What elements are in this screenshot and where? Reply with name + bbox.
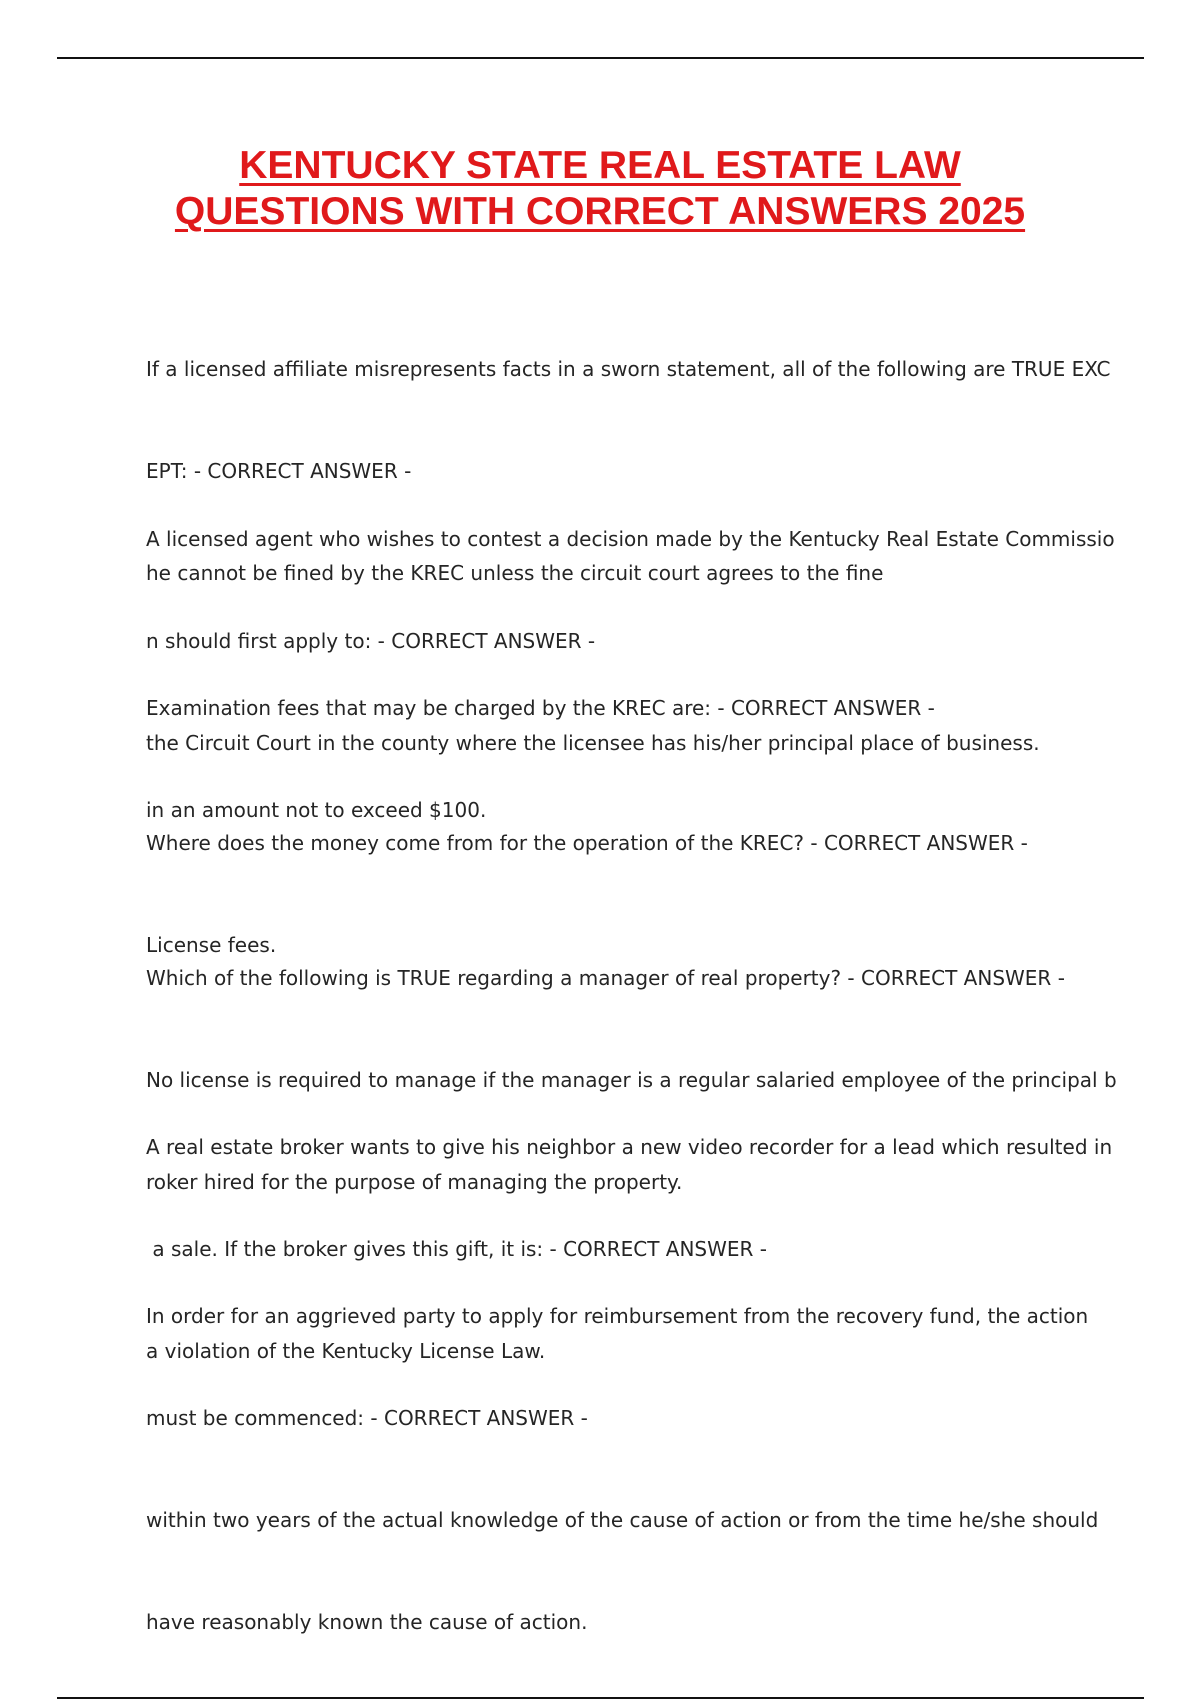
bottom-rule xyxy=(57,1697,1144,1699)
qa-line: Which of the following is TRUE regarding a manager of real property? - CORRECT ANSWER - xyxy=(146,966,1065,990)
qa-line: a sale. If the broker gives this gift, it is: - CORRECT ANSWER - xyxy=(146,1237,767,1261)
qa-answer: he cannot be fined by the KREC unless the circuit court agrees to the fine xyxy=(146,561,884,585)
qa-line: A real estate broker wants to give his neighbor a new video recorder for a lead which resulted in xyxy=(146,1135,1113,1159)
title-line-2: QUESTIONS WITH CORRECT ANSWERS 2025 xyxy=(174,190,1026,233)
top-rule xyxy=(57,57,1144,59)
qa-line: must be commenced: - CORRECT ANSWER - xyxy=(146,1406,588,1430)
qa-line: A licensed agent who wishes to contest a decision made by the Kentucky Real Estate Commissio xyxy=(146,527,1115,551)
qa-answer: have reasonably known the cause of action. xyxy=(146,1610,588,1634)
qa-line: In order for an aggrieved party to apply for reimbursement from the recovery fund, the action xyxy=(146,1304,1089,1328)
qa-answer: within two years of the actual knowledge of the cause of action or from the time he/she should xyxy=(146,1508,1099,1532)
qa-answer: the Circuit Court in the county where the licensee has his/her principal place of business. xyxy=(146,731,1040,755)
qa-line: Examination fees that may be charged by the KREC are: - CORRECT ANSWER - xyxy=(146,696,935,720)
qa-item-7 xyxy=(146,1231,1099,1673)
qa-answer: License fees. xyxy=(146,933,277,957)
qa-answer: a violation of the Kentucky License Law. xyxy=(146,1339,546,1363)
qa-line: If a licensed affiliate misrepresents facts in a sworn statement, all of the following are TRUE EXC xyxy=(146,357,1111,381)
title-line-1: KENTUCKY STATE REAL ESTATE LAW xyxy=(239,144,961,187)
qa-line: EPT: - CORRECT ANSWER - xyxy=(146,459,412,483)
qa-line: n should first apply to: - CORRECT ANSWER - xyxy=(146,629,596,653)
qa-answer: in an amount not to exceed $100. xyxy=(146,798,487,822)
qa-answer: roker hired for the purpose of managing the property. xyxy=(146,1170,683,1194)
document-title xyxy=(0,143,1200,235)
qa-answer: No license is required to manage if the manager is a regular salaried employee of the principal b xyxy=(146,1068,1117,1092)
qa-line: Where does the money come from for the operation of the KREC? - CORRECT ANSWER - xyxy=(146,831,1028,855)
